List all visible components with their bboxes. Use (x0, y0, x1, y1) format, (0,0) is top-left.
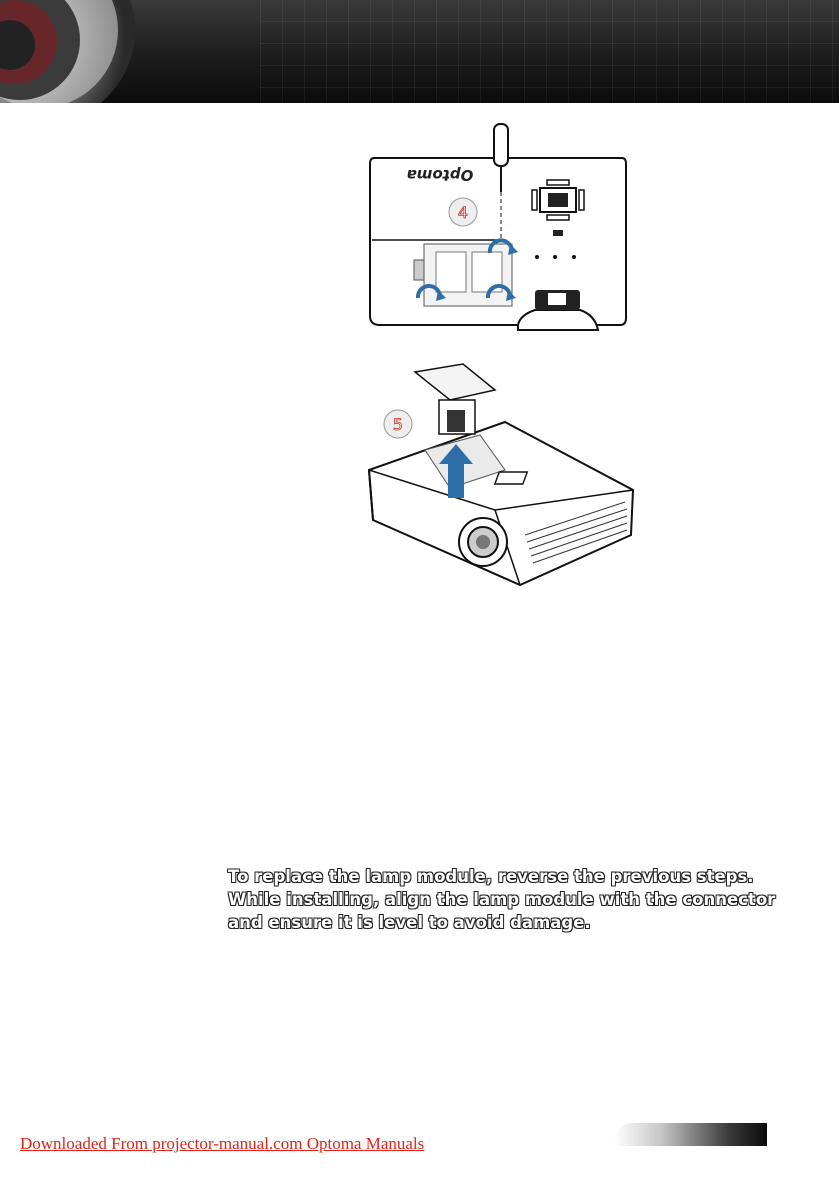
step-4-badge: 4 (457, 203, 469, 222)
optoma-logo: Optoma (406, 166, 474, 184)
projector-lens-graphic (0, 0, 160, 103)
header-grid-pattern (260, 0, 839, 103)
download-source-link[interactable]: Downloaded From projector-manual.com Optoma Manuals (20, 1134, 425, 1153)
page-header-banner (0, 0, 839, 103)
reinstall-instruction-text: To replace the lamp module, reverse the previous steps. While installing, align the lamp module with the connector and ensure it is level to avoid damage. (228, 866, 776, 932)
step-5-badge: 5 (392, 415, 404, 434)
figure-step-4 (340, 120, 640, 340)
figure-step-5 (355, 360, 645, 595)
page-number-tab (614, 1123, 767, 1146)
